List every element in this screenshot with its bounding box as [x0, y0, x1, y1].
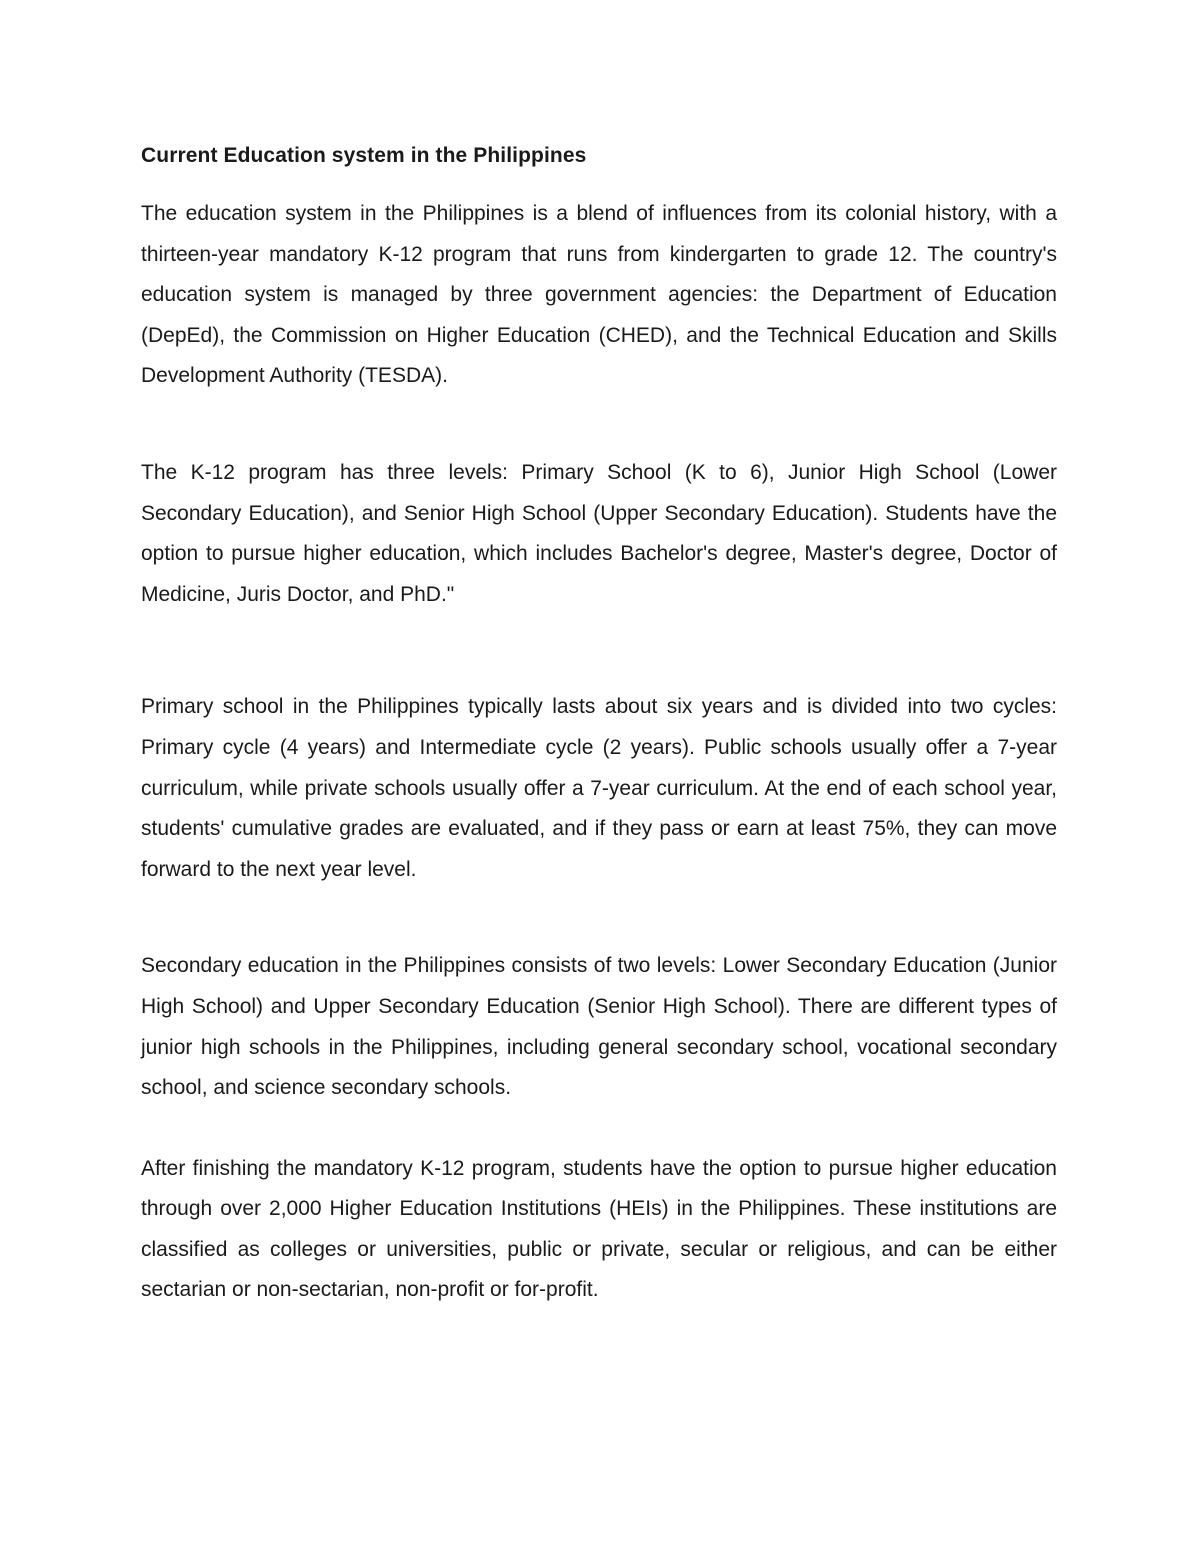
paragraph-secondary-education: Secondary education in the Philippines consists of two levels: Lower Secondary Education (Junior High School) and Upper Secondary Education (Senior High School). There are different types of junior high schools in the Philippines, including general secondary school, vocational secondary school, and science secondary schools. — [141, 954, 1057, 1100]
document-title: Current Education system in the Philippines — [141, 144, 587, 167]
paragraph-primary-school: Primary school in the Philippines typically lasts about six years and is divided into two cycles: Primary cycle (4 years) and Intermediate cycle (2 years). Public schools usually offer a 7-year curriculum, while private schools usually offer a 7-year curriculum. At the end of each school year, students' cumulative grades are evaluated, and if they pass or earn at least 75%, they can move forward to the next year level. — [141, 695, 1057, 881]
paragraph-k12-levels: The K-12 program has three levels: Primary School (K to 6), Junior High School (Lower Secondary Education), and Senior High School (Upper Secondary Education). Students have the option to pursue higher education, which includes Bachelor's degree, Master's degree, Doctor of Medicine, Juris Doctor, and PhD." — [141, 460, 1057, 606]
document-body — [141, 138, 1057, 1311]
paragraph-higher-education: After finishing the mandatory K-12 program, students have the option to pursue higher education through over 2,000 Higher Education Institutions (HEIs) in the Philippines. These institutions are classified as colleges or universities, public or private, secular or religious, and can be either sectarian or non-sectarian, non-profit or for-profit. — [141, 1156, 1057, 1302]
paragraph-education-overview: The education system in the Philippines is a blend of influences from its colonial history, with a thirteen-year mandatory K-12 program that runs from kindergarten to grade 12. The country's education system is managed by three government agencies: the Department of Education (DepEd), the Commission on Higher Education (CHED), and the Technical Education and Skills Development Authority (TESDA). — [141, 202, 1057, 388]
